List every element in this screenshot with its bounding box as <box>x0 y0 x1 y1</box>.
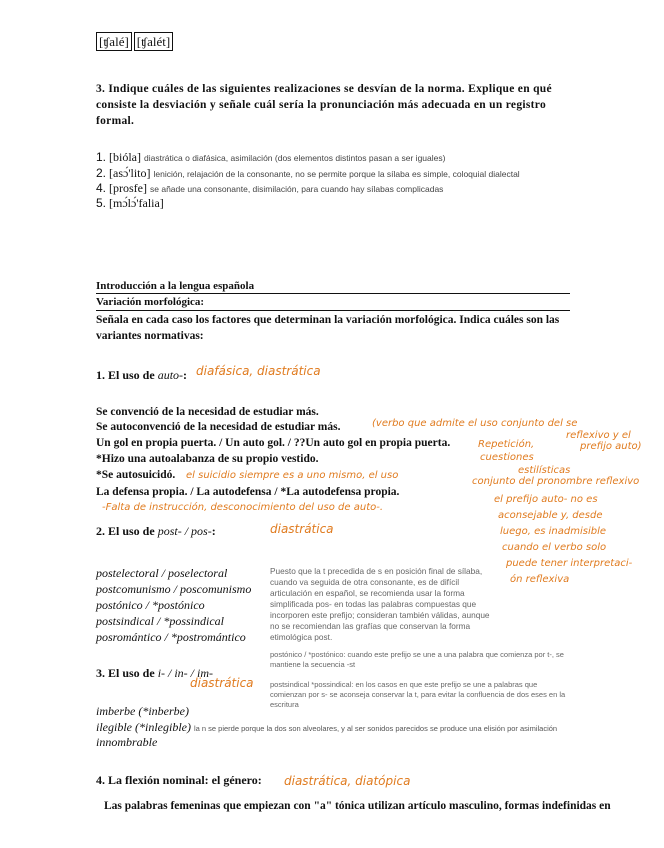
ipa-word-1: [ʧalé] <box>96 32 132 51</box>
intro-title: Introducción a la lengua española <box>96 280 255 292</box>
side-note: Puesto que la t precedida de s en posición final de sílaba, cuando va seguida de otra consonante, es de difícil articulación en español, se recomienda usar la forma simplificada pos- en todas las palabras compuestas que incorporen este prefijo; consideran también válidas, aunque no se recomiendan las grafías que conservan la forma etimológica post. <box>270 566 490 642</box>
example-line: *Se autosuicidó. <box>96 469 176 481</box>
question-3: 3. Indique cuáles de las siguientes realizaciones se desvían de la norma. Explique en qué consiste la desviación y señale cuál sería la pronunciación más adecuada en un registro formal. <box>96 83 552 127</box>
example-line: Se convenció de la necesidad de estudiar más. <box>96 406 319 418</box>
ipa-header <box>96 34 175 50</box>
handwritten-note: puede tener interpretaci- <box>506 558 633 569</box>
list-item: 4. [prosfe] se añade una consonante, disimilación, para cuando hay sílabas complicadas <box>96 181 444 195</box>
example-line: Se autoconvenció de la necesidad de estudiar más. <box>96 421 341 433</box>
footer-line: Las palabras femeninas que empiezan con "a" tónica utilizan artículo masculino, formas indefinidas en <box>104 800 611 812</box>
handwritten-note: luego, es inadmisible <box>500 526 607 537</box>
list-item: posromántico / *postromántico <box>96 630 246 644</box>
handwritten-note: Repetición, <box>478 439 535 450</box>
handwritten-note: reflexivo y el <box>566 430 631 441</box>
handwritten-note: ón reflexiva <box>510 574 570 585</box>
divider <box>96 310 570 311</box>
handwritten-note: diafásica, diastrática <box>196 364 321 378</box>
handwritten-note: estilísticas <box>518 465 571 476</box>
list-item: postónico / *postónico <box>96 598 205 612</box>
note: lenición, relajación de la consonante, no se permite porque la sílaba es simple, coloquial dialectal <box>153 169 520 179</box>
example-line: *Hizo una autoalabanza de su propio vestido. <box>96 453 319 465</box>
example-line: Un gol en propia puerta. / Un auto gol. / ??Un auto gol en propia puerta. <box>96 437 451 449</box>
handwritten-note: diastrática <box>190 676 254 690</box>
list-item: imberbe (*inberbe) <box>96 704 189 718</box>
handwritten-note: conjunto del pronombre reflexivo <box>472 476 640 487</box>
handwritten-note: el suicidio siempre es a uno mismo, el uso <box>186 470 399 481</box>
handwritten-note: el prefijo auto- no es <box>494 494 598 505</box>
list-item: innombrable <box>96 735 158 749</box>
handwritten-note: (verbo que admite el uso conjunto del se <box>372 418 578 429</box>
section-2-heading: 2. El uso de post- / pos-: <box>96 524 216 538</box>
list-item: 2. [asɔ́'lito] lenición, relajación de la consonante, no se permite porque la sílaba es simple, coloquial dialectal <box>96 166 520 180</box>
ipa-transcription: [mɔ́lɔ́'falia] <box>109 196 164 210</box>
list-item: 5. [mɔ́lɔ́'falia] <box>96 196 164 210</box>
list-item: postelectoral / poselectoral <box>96 566 228 580</box>
ipa-transcription: [asɔ́'lito] <box>109 166 151 180</box>
note: diastrática o diafásica, asimilación (dos elementos distintos pasan a ser iguales) <box>144 153 446 163</box>
list-item: 1. [bióla] diastrática o diafásica, asimilación (dos elementos distintos pasan a ser iguales) <box>96 150 446 164</box>
handwritten-note: diastrática, diatópica <box>284 774 411 788</box>
section-4-heading: 4. La flexión nominal: el género: <box>96 773 262 787</box>
inline-note: la n se pierde porque la dos son alveolares, y al ser sonidos parecidos se produce una elisión por asimilación <box>193 724 558 733</box>
ipa-transcription: [prosfe] <box>109 181 147 195</box>
subtitle: Variación morfológica: <box>96 296 205 308</box>
list-item: postsindical / *possindical <box>96 614 225 628</box>
handwritten-note: -Falta de instrucción, desconocimiento del uso de auto-. <box>102 502 384 513</box>
example-line: La defensa propia. / La autodefensa / *La autodefensa propia. <box>96 486 400 498</box>
list-item: postcomunismo / poscomunismo <box>96 582 252 596</box>
side-note: postónico / *postónico: cuando este prefijo se une a una palabra que comienza por t-, se mantiene la secuencia -st <box>270 650 564 669</box>
handwritten-note: cuando el verbo solo <box>502 542 607 553</box>
ipa-transcription: [bióla] <box>109 150 142 164</box>
section-1-heading: 1. El uso de auto-: <box>96 368 188 382</box>
divider <box>96 293 570 294</box>
list-item: ilegible (*inlegible) la n se pierde porque la dos son alveolares, y al ser sonidos parecidos se produce una elisión por asimilación <box>96 720 558 734</box>
handwritten-note: aconsejable y, desde <box>498 510 603 521</box>
handwritten-note: cuestiones <box>480 452 534 463</box>
section-3-heading: 3. El uso de i- / in- / im- <box>96 666 214 680</box>
handwritten-note: prefijo auto) <box>580 441 642 452</box>
ipa-word-2: [ʧalét] <box>134 32 173 51</box>
side-note: postsindical *possindical: en los casos en que este prefijo se une a palabras que comienzan por s- se aconseja conservar la t, para evitar la confluencia de dos eses en la escritura <box>270 680 566 709</box>
instruction: Señala en cada caso los factores que determinan la variación morfológica. Indica cuáles son las variantes normativas: <box>96 314 560 342</box>
handwritten-note: diastrática <box>270 522 334 536</box>
note: se añade una consonante, disimilación, para cuando hay sílabas complicadas <box>150 184 444 194</box>
